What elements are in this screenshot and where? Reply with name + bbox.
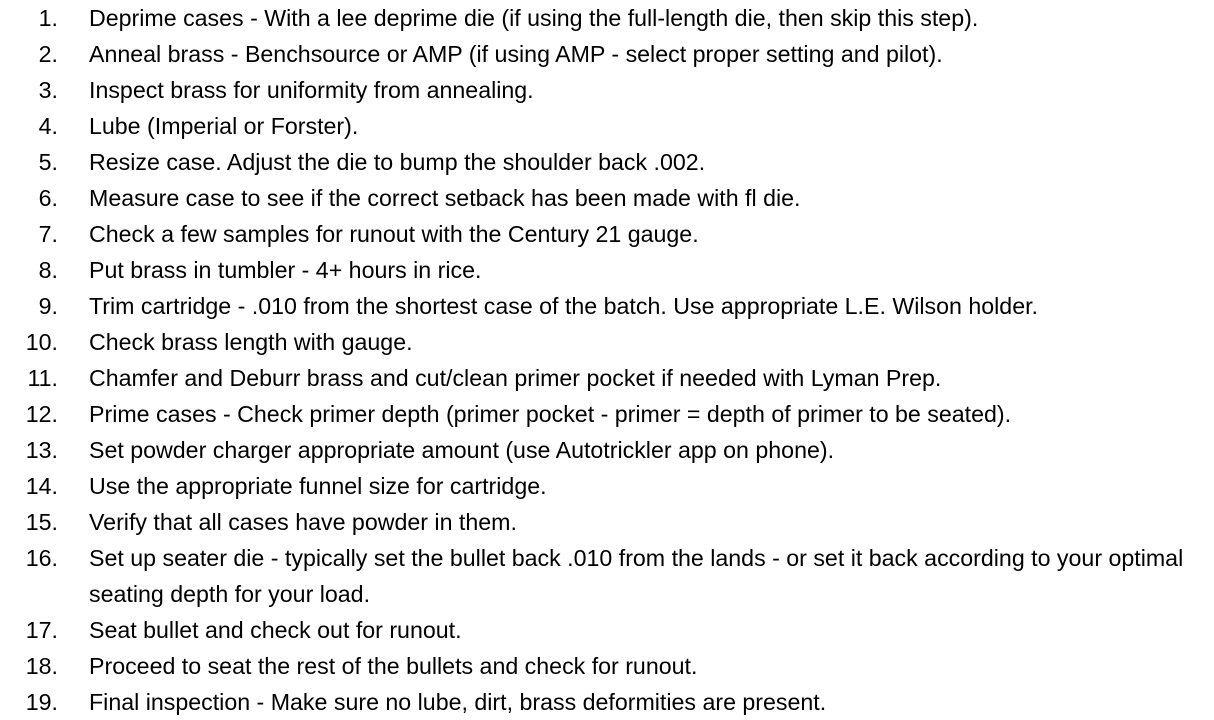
step-text: Put brass in tumbler - 4+ hours in rice.	[89, 257, 482, 283]
list-item	[0, 180, 1214, 216]
list-item	[0, 0, 1214, 36]
step-number: 10.	[25, 329, 58, 355]
step-text: Seat bullet and check out for runout.	[89, 617, 462, 643]
step-number: 6.	[38, 185, 58, 211]
step-text: Set up seater die - typically set the bullet back .010 from the lands - or set it back according to your optimal seating depth for your load.	[89, 545, 1184, 607]
list-item	[0, 288, 1214, 324]
step-text: Use the appropriate funnel size for cartridge.	[89, 473, 547, 499]
step-number: 1.	[38, 5, 58, 31]
step-number: 15.	[25, 509, 58, 535]
step-number: 2.	[38, 41, 58, 67]
list-item	[0, 684, 1214, 720]
list-item	[0, 252, 1214, 288]
list-item	[0, 612, 1214, 648]
list-item	[0, 36, 1214, 72]
step-text: Measure case to see if the correct setback has been made with fl die.	[89, 185, 801, 211]
list-item	[0, 108, 1214, 144]
list-item	[0, 540, 1207, 612]
list-item	[0, 216, 1214, 252]
step-number: 12.	[25, 401, 58, 427]
step-text: Inspect brass for uniformity from annealing.	[89, 77, 534, 103]
step-number: 16.	[25, 545, 58, 571]
step-text: Set powder charger appropriate amount (use Autotrickler app on phone).	[89, 437, 835, 463]
step-number: 5.	[38, 149, 58, 175]
list-item	[0, 468, 1214, 504]
step-number: 8.	[38, 257, 58, 283]
step-text: Anneal brass - Benchsource or AMP (if using AMP - select proper setting and pilot).	[89, 41, 943, 67]
step-text: Verify that all cases have powder in them.	[89, 509, 517, 535]
step-number: 14.	[25, 473, 58, 499]
list-item	[0, 72, 1214, 108]
step-text: Final inspection - Make sure no lube, dirt, brass deformities are present.	[89, 689, 827, 715]
step-number: 13.	[25, 437, 58, 463]
step-text: Trim cartridge - .010 from the shortest case of the batch. Use appropriate L.E. Wilson holder.	[89, 293, 1038, 319]
list-item	[0, 360, 1214, 396]
list-item	[0, 144, 1214, 180]
step-number: 18.	[25, 653, 58, 679]
list-item	[0, 648, 1214, 684]
list-item	[0, 324, 1214, 360]
step-text: Check a few samples for runout with the Century 21 gauge.	[89, 221, 699, 247]
step-number: 4.	[38, 113, 58, 139]
list-item	[0, 396, 1214, 432]
list-item	[0, 432, 1214, 468]
step-number: 7.	[38, 221, 58, 247]
step-text: Lube (Imperial or Forster).	[89, 113, 359, 139]
step-number: 11.	[27, 365, 58, 391]
step-text: Deprime cases - With a lee deprime die (if using the full-length die, then skip this step).	[89, 5, 979, 31]
step-text: Check brass length with gauge.	[89, 329, 413, 355]
step-number: 17.	[25, 617, 58, 643]
step-text: Proceed to seat the rest of the bullets and check for runout.	[89, 653, 698, 679]
list-item	[0, 504, 1214, 540]
step-number: 19.	[25, 689, 58, 715]
step-text: Chamfer and Deburr brass and cut/clean primer pocket if needed with Lyman Prep.	[89, 365, 942, 391]
step-text: Prime cases - Check primer depth (primer pocket - primer = depth of primer to be seated).	[89, 401, 1012, 427]
step-text: Resize case. Adjust the die to bump the shoulder back .002.	[89, 149, 706, 175]
step-number: 9.	[38, 293, 58, 319]
step-number: 3.	[38, 77, 58, 103]
